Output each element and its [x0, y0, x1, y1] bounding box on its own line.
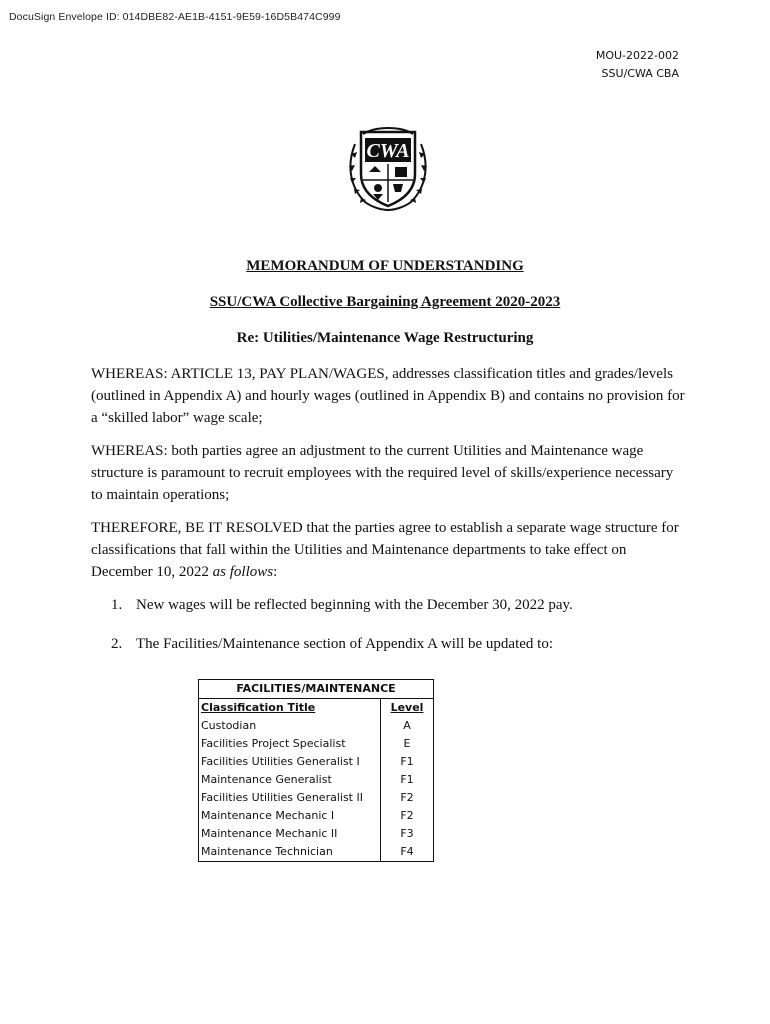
document-reference — [596, 47, 679, 83]
column-header-classification-title: Classification Title — [199, 699, 381, 718]
table-row — [199, 825, 434, 843]
level-cell: F1 — [381, 753, 434, 771]
classification-title-cell: Maintenance Mechanic II — [199, 825, 381, 843]
classification-title-cell: Maintenance Mechanic I — [199, 807, 381, 825]
resolution-list — [111, 594, 691, 672]
table-row — [199, 771, 434, 789]
classification-title-cell: Facilities Utilities Generalist II — [199, 789, 381, 807]
list-item — [111, 594, 691, 616]
table-row — [199, 735, 434, 753]
reference-agreement: SSU/CWA CBA — [601, 67, 679, 80]
list-item-number: 2. — [111, 636, 123, 652]
table-row — [199, 717, 434, 735]
list-item-number: 1. — [111, 597, 123, 613]
memorandum-title — [0, 258, 770, 275]
reference-mou-number: MOU-2022-002 — [595, 49, 679, 62]
therefore-text: THEREFORE, BE IT RESOLVED that the parties agree to establish a separate wage structure for classifications that fall within the Utilities and Maintenance departments to take effect on December 10, 2022 — [91, 520, 679, 580]
memorandum-title-text: MEMORANDUM OF UNDERSTANDING — [246, 258, 524, 274]
table-row — [199, 789, 434, 807]
logo-text: CWA — [366, 140, 410, 162]
therefore-paragraph — [91, 517, 687, 583]
therefore-italic-text: as follows — [212, 564, 274, 580]
table-row — [199, 843, 434, 862]
level-cell: F2 — [381, 807, 434, 825]
level-cell: F4 — [381, 843, 434, 862]
re-line: Re: Utilities/Maintenance Wage Restructuring — [236, 330, 534, 346]
classification-title-cell: Facilities Project Specialist — [199, 735, 381, 753]
facilities-maintenance-table — [198, 679, 434, 862]
agreement-subtitle — [0, 294, 770, 311]
agreement-subtitle-text: SSU/CWA Collective Bargaining Agreement 2020-2023 — [209, 294, 561, 310]
classification-title-cell: Facilities Utilities Generalist I — [199, 753, 381, 771]
cwa-shield-logo — [343, 124, 433, 212]
column-header-level: Level — [381, 699, 434, 718]
table-row — [199, 807, 434, 825]
list-item-text: The Facilities/Maintenance section of Appendix A will be updated to: — [136, 636, 553, 652]
therefore-end: : — [273, 564, 278, 580]
level-cell: F2 — [381, 789, 434, 807]
docusign-envelope-id: DocuSign Envelope ID: 014DBE82-AE1B-4151-9E59-16D5B474C999 — [9, 11, 341, 23]
whereas-paragraph-1: WHEREAS: ARTICLE 13, PAY PLAN/WAGES, addresses classification titles and grades/levels (outlined in Appendix A) and hourly wages (outlined in Appendix B) and contains no provision for a “skilled labor” wage scale; — [91, 366, 685, 426]
list-item-text: New wages will be reflected beginning with the December 30, 2022 pay. — [136, 597, 573, 613]
classification-title-cell: Custodian — [199, 717, 381, 735]
table-caption: FACILITIES/MAINTENANCE — [199, 680, 434, 699]
classification-title-cell: Maintenance Generalist — [199, 771, 381, 789]
table-row — [199, 753, 434, 771]
classification-title-cell: Maintenance Technician — [199, 843, 381, 862]
level-cell: A — [381, 717, 434, 735]
level-cell: F3 — [381, 825, 434, 843]
whereas-paragraph-2: WHEREAS: both parties agree an adjustment to the current Utilities and Maintenance wage structure is paramount to recruit employees with the required level of skills/experience necessary to maintain operations; — [91, 443, 674, 503]
level-cell: F1 — [381, 771, 434, 789]
level-cell: E — [381, 735, 434, 753]
list-item — [111, 633, 691, 655]
